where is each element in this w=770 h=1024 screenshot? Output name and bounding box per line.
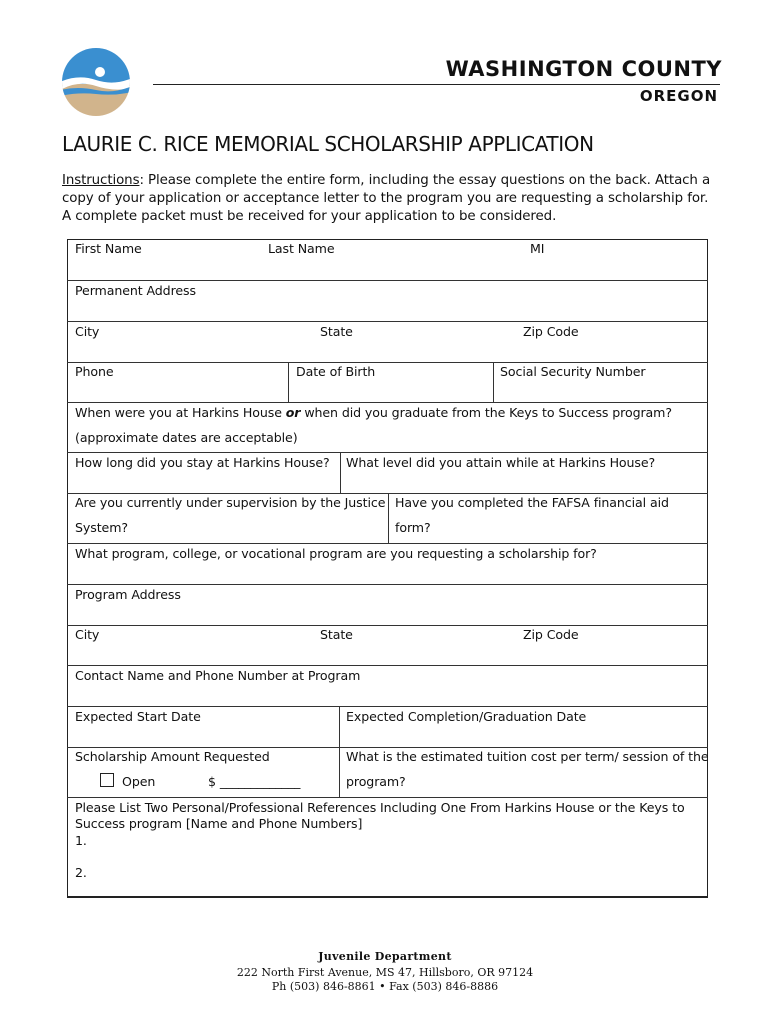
footer-department: Juvenile Department — [318, 950, 452, 963]
state-name: OREGON — [639, 87, 718, 105]
header-rule — [153, 84, 720, 85]
row-divider — [67, 747, 708, 748]
fafsa-field[interactable]: Have you completed the FAFSA financial aid — [395, 495, 669, 510]
footer-address: 222 North First Avenue, MS 47, Hillsboro, OR 97124 — [236, 966, 534, 979]
harkins-dates-note: (approximate dates are acceptable) — [75, 430, 298, 445]
harkins-question-part: when did you graduate from the Keys to Success program? — [300, 405, 672, 420]
last-name-field[interactable]: Last Name — [268, 241, 335, 256]
program-address-field[interactable]: Program Address — [75, 587, 181, 602]
open-label: Open — [122, 774, 156, 789]
permanent-address-field[interactable]: Permanent Address — [75, 283, 196, 298]
row-divider — [67, 543, 708, 544]
date-of-birth-field[interactable]: Date of Birth — [296, 364, 376, 379]
washington-county-logo — [60, 46, 132, 118]
county-name: WASHINGTON COUNTY — [445, 57, 722, 81]
harkins-dates-field[interactable] — [75, 405, 672, 421]
fafsa-field-cont: form? — [395, 520, 431, 535]
instructions — [62, 172, 712, 226]
scholarship-amount-label: Scholarship Amount Requested — [75, 749, 270, 764]
phone-field[interactable]: Phone — [75, 364, 114, 379]
open-checkbox[interactable] — [100, 773, 114, 787]
harkins-question-or: or — [285, 405, 301, 420]
program-contact-field[interactable]: Contact Name and Phone Number at Program — [75, 668, 361, 683]
col-divider — [388, 493, 389, 543]
row-divider — [67, 452, 708, 453]
reference-1-field[interactable]: 1. — [75, 833, 87, 848]
program-field[interactable]: What program, college, or vocational program are you requesting a scholarship for? — [75, 546, 597, 561]
row-divider — [67, 665, 708, 666]
row-divider — [67, 706, 708, 707]
justice-supervision-field-cont: System? — [75, 520, 128, 535]
col-divider — [339, 706, 340, 797]
col-divider — [493, 362, 494, 402]
page-title: LAURIE C. RICE MEMORIAL SCHOLARSHIP APPLICATION — [62, 132, 594, 156]
row-divider — [67, 797, 708, 798]
harkins-question-part: When were you at Harkins House — [75, 405, 286, 420]
references-label: Please List Two Personal/Professional References Including One From Harkins House or the Keys to Success program [Name and Phone Numbers] — [75, 800, 685, 831]
reference-2-field[interactable]: 2. — [75, 865, 87, 880]
expected-completion-date-field[interactable]: Expected Completion/Graduation Date — [346, 709, 587, 724]
expected-start-date-field[interactable]: Expected Start Date — [75, 709, 201, 724]
justice-supervision-field[interactable]: Are you currently under supervision by the Justice — [75, 495, 386, 510]
col-divider — [340, 452, 341, 493]
ssn-field[interactable]: Social Security Number — [500, 364, 646, 379]
footer-phone: Ph (503) 846-8861 • Fax (503) 846-8886 — [271, 980, 499, 993]
mi-field[interactable]: MI — [530, 241, 545, 256]
state-field[interactable]: State — [320, 324, 353, 339]
tuition-cost-field-cont: program? — [346, 774, 406, 789]
instructions-lead: Instructions — [62, 173, 140, 188]
row-divider — [67, 321, 708, 322]
row-divider — [67, 362, 708, 363]
city-field[interactable]: City — [75, 324, 100, 339]
row-divider — [67, 280, 708, 281]
level-attained-field[interactable]: What level did you attain while at Harkins House? — [346, 455, 656, 470]
amount-input[interactable]: $ _____________ — [208, 774, 301, 789]
row-divider — [67, 625, 708, 626]
col-divider — [288, 362, 289, 402]
instructions-text: : Please complete the entire form, including the essay questions on the back. Attach a copy of your application or acceptance letter to the program you are requesting a scholarship for. A complete packet must be received for your application to be considered. — [62, 173, 711, 224]
row-divider — [67, 584, 708, 585]
zip-code-field[interactable]: Zip Code — [523, 324, 579, 339]
row-divider — [67, 402, 708, 403]
first-name-field[interactable]: First Name — [75, 241, 142, 256]
program-state-field[interactable]: State — [320, 627, 353, 642]
program-zip-field[interactable]: Zip Code — [523, 627, 579, 642]
program-city-field[interactable]: City — [75, 627, 100, 642]
stay-length-field[interactable]: How long did you stay at Harkins House? — [75, 455, 330, 470]
tuition-cost-field[interactable]: What is the estimated tuition cost per term/ session of the — [346, 749, 709, 764]
